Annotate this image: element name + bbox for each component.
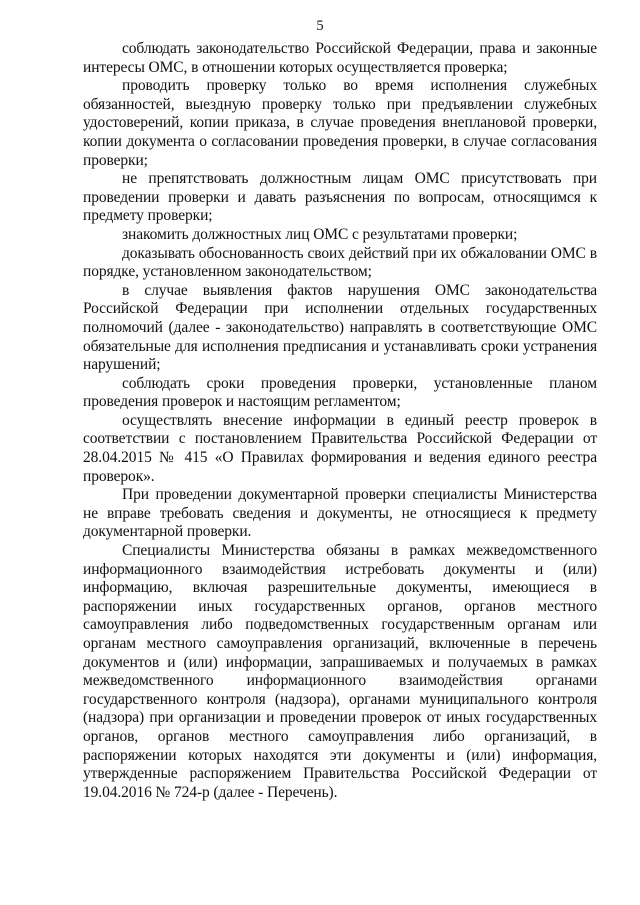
- paragraph-interagency: Специалисты Министерства обязаны в рамках межведомственного информационного взаимодействия истребовать документы и (или) информацию, включая разрешительные документы, имеющиеся в распоряжении иных государственных органов, органов местного самоуправления либо подведомственных государственным органам или органам местного самоуправления организаций, включенные в перечень документов и (или) информации, запрашиваемых и получаемых в рамках межведомственного информационного взаимодействия органами государственного контроля (надзора), органами муниципального контроля (надзора) при организации и проведении проверок от иных государственных органов, органов местного самоуправления либо организаций, в распоряжении которых находятся эти документы и (или) информация, утвержденные распоряжением Правительства Российской Федерации от 19.04.2016 № 724-р (далее - Перечень).: [83, 542, 597, 801]
- paragraph-violations: в случае выявления фактов нарушения ОМС законодательства Российской Федерации при исполнении отдельных государственных полномочий (далее - законодательство) направлять в соответствующие ОМС обязательные для исполнения предписания и устанавливать сроки устранения нарушений;: [83, 281, 597, 374]
- paragraph-prove-validity: доказывать обоснованность своих действий при их обжаловании ОМС в порядке, установленном законодательством;: [83, 244, 597, 281]
- paragraph-inform-results: знакомить должностных лиц ОМС с результатами проверки;: [122, 225, 518, 243]
- page-number: 5: [316, 18, 324, 34]
- body-text: [83, 40, 597, 802]
- paragraph-registry: осуществлять внесение информации в единый реестр проверок в соответствии с постановлением Правительства Российской Федерации от 28.04.2015 № 415 «О Правилах формирования и ведения единого реестра проверок».: [83, 411, 597, 485]
- paragraph-deadlines: соблюдать сроки проведения проверки, установленные планом проведения проверок и настоящим регламентом;: [83, 374, 597, 411]
- paragraph-comply-law: соблюдать законодательство Российской Федерации, права и законные интересы ОМС, в отношении которых осуществляется проверка;: [83, 40, 597, 76]
- paragraph-not-obstruct: не препятствовать должностным лицам ОМС присутствовать при проведении проверки и давать разъяснения по вопросам, относящимся к предмету проверки;: [83, 170, 597, 225]
- paragraph-conduct-inspection: проводить проверку только во время исполнения служебных обязанностей, выездную проверку только при предъявлении служебных удостоверений, копии приказа, в случае проведения внеплановой проверки, копии документа о согласовании проведения проверки, в случае согласования проверки;: [83, 77, 597, 169]
- paragraph-documentary-check: При проведении документарной проверки специалисты Министерства не вправе требовать сведения и документы, не относящиеся к предмету документарной проверки.: [83, 486, 597, 541]
